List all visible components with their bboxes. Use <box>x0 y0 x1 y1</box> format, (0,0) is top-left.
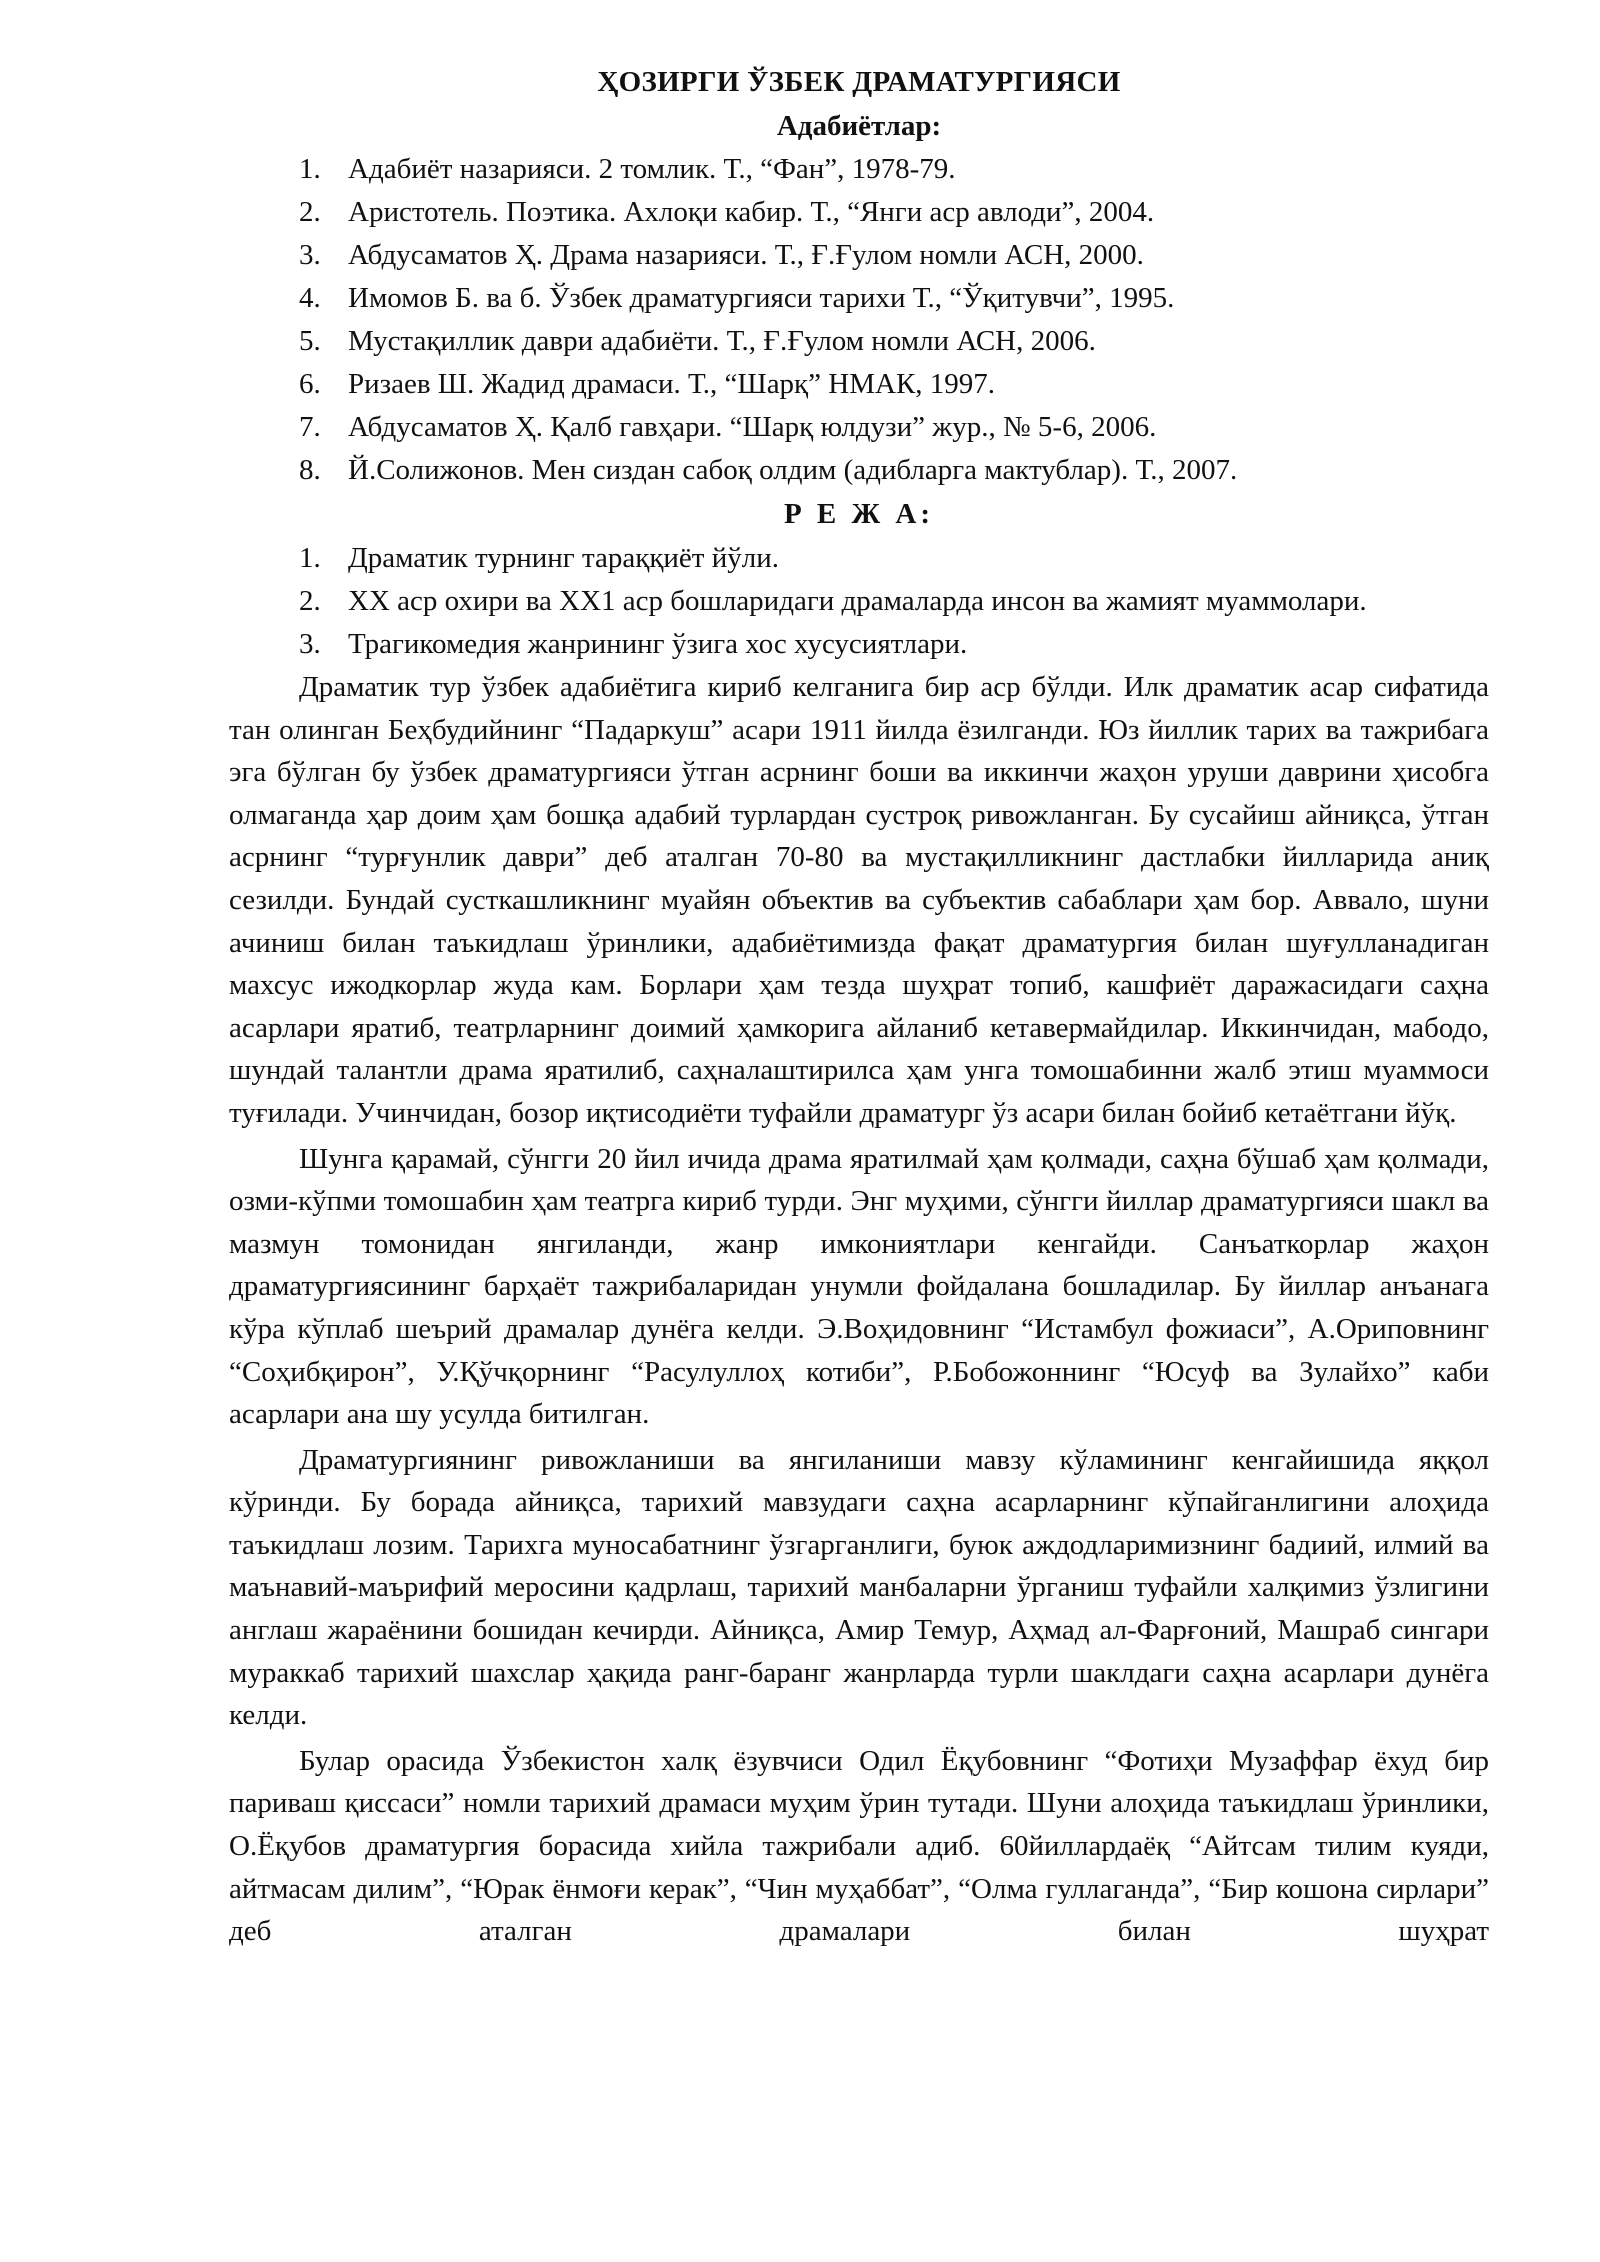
literature-item <box>229 406 1489 449</box>
body-paragraph: Шунга қарамай, сўнгги 20 йил ичида драма яратилмай ҳам қолмади, саҳна бўшаб ҳам қолмади, озми-кўпми томошабин ҳам театрга кириб турди. Энг муҳими, сўнгги йиллар драматургияси шакл ва мазмун томонидан янгиланди, жанр имкониятлари кенгайди. Санъаткорлар жаҳон драматургиясининг барҳаёт тажрибаларидан унумли фойдалана бошладилар. Бу йиллар анъанага кўра кўплаб шеърий драмалар дунёга келди. Э.Воҳидовнинг “Истамбул фожиаси”, А.Ориповнинг “Соҳибқирон”, У.Қўчқорнинг “Расулуллоҳ котиби”, Р.Бобожоннинг “Юсуф ва Зулайхо” каби асарлари ана шу усулда битилган. <box>229 1142 1489 1431</box>
list-number: 2. <box>299 585 321 617</box>
body-paragraph: Булар орасида Ўзбекистон халқ ёзувчиси Одил Ёқубовнинг “Фотиҳи Музаффар ёхуд бир париваш қиссаси” номли тарихий драмаси муҳим ўрин тутади. Шуни алоҳида таъкидлаш ўринлики, О.Ёқубов драматургия борасида хийла тажрибали адиб. 60йиллардаёқ “Айтсам тилим куяди, айтмасам дилим”, “Юрак ёнмоғи керак”, “Чин муҳаббат”, “Олма гуллаганда”, “Бир кошона сирлари” деб аталган драмалари билан шуҳрат <box>229 1744 1489 1948</box>
literature-item <box>229 277 1489 320</box>
list-number: 2. <box>299 196 321 228</box>
literature-item <box>229 148 1489 191</box>
literature-item-text: Ризаев Ш. Жадид драмаси. Т., “Шарқ” НМАК, 1997. <box>348 368 996 400</box>
body-paragraph: Драматик тур ўзбек адабиётига кириб келганига бир аср бўлди. Илк драматик асар сифатида тан олинган Беҳбудийнинг “Падаркуш” асари 1911 йилда ёзилганди. Юз йиллик тарих ва тажрибага эга бўлган бу ўзбек драматургияси ўтган асрнинг боши ва иккинчи жаҳон уруши даврини ҳисобга олмаганда ҳар доим ҳам бошқа адабий турлардан сустроқ ривожланган. Бу сусайиш айниқса, ўтган асрнинг “турғунлик даври” деб аталган 70-80 ва мустақилликнинг дастлабки йилларида аниқ сезилди. Бундай сусткашликнинг муайян объектив ва субъектив сабаблари ҳам бор. Аввало, шуни ачиниш билан таъкидлаш ўринлики, адабиётимизда фақат драматургия билан шуғулланадиган махсус ижодкорлар жуда кам. Борлари ҳам тезда шуҳрат топиб, кашфиёт даражасидаги саҳна асарлари яратиб, театрларнинг доимий ҳамкорига айланиб кетавермайдилар. Иккинчидан, мабодо, шундай талантли драма яратилиб, саҳналаштирилса ҳам унга томошабинни жалб этиш муаммоси туғилади. Учинчидан, бозор иқтисодиёти туфайли драматург ўз асари билан бойиб кетаётгани йўқ. <box>229 671 1489 1129</box>
plan-list <box>229 537 1489 666</box>
document-title: ҲОЗИРГИ ЎЗБЕК ДРАМАТУРГИЯСИ <box>597 66 1121 98</box>
literature-item-text: Абдусаматов Ҳ. Драма назарияси. Т., Ғ.Ғулом номли АСН, 2000. <box>348 239 1144 271</box>
plan-item <box>229 623 1489 666</box>
plan-item-text: ХХ аср охири ва ХХ1 аср бошларидаги драмаларда инсон ва жамият муаммолари. <box>348 585 1367 617</box>
plan-heading: Р Е Ж А: <box>783 498 935 530</box>
body-paragraph: Драматургиянинг ривожланиши ва янгиланиши мавзу кўламининг кенгайишида яққол кўринди. Бу борада айниқса, тарихий мавзудаги саҳна асарларнинг кўпайганлигини алоҳида таъкидлаш лозим. Тарихга муносабатнинг ўзгарганлиги, буюк аждодларимизнинг бадиий, илмий ва маънавий-маърифий меросини қадрлаш, тарихий манбаларни ўрганиш туфайли халқимиз ўзлигини англаш жараёнини бошидан кечирди. Айниқса, Амир Темур, Аҳмад ал-Фарғоний, Машраб сингари мураккаб тарихий шахслар ҳақида ранг-баранг жанрларда турли шаклдаги саҳна асарлари дунёга келди. <box>229 1443 1489 1732</box>
plan-item-text: Трагикомедия жанрининг ўзига хос хусусиятлари. <box>348 628 968 660</box>
literature-item-text: Абдусаматов Ҳ. Қалб гавҳари. “Шарқ юлдузи” жур., № 5-6, 2006. <box>348 411 1157 443</box>
plan-item <box>229 580 1489 623</box>
list-number: 3. <box>299 239 321 271</box>
plan-item-text: Драматик турнинг тараққиёт йўли. <box>348 542 779 574</box>
literature-item <box>229 234 1489 277</box>
list-number: 8. <box>299 454 321 486</box>
literature-item-text: Мустақиллик даври адабиёти. Т., Ғ.Ғулом номли АСН, 2006. <box>348 325 1096 357</box>
literature-item <box>229 191 1489 234</box>
list-number: 5. <box>299 325 321 357</box>
literature-item-text: Адабиёт назарияси. 2 томлик. Т., “Фан”, 1978-79. <box>348 153 956 185</box>
plan-item <box>229 537 1489 580</box>
list-number: 4. <box>299 282 321 314</box>
literature-heading: Адабиётлар: <box>776 110 942 142</box>
list-number: 6. <box>299 368 321 400</box>
list-number: 7. <box>299 411 321 443</box>
literature-list <box>229 148 1489 492</box>
list-number: 1. <box>299 153 321 185</box>
document-body <box>229 62 1489 1956</box>
literature-item-text: Й.Солижонов. Мен сиздан сабоқ олдим (адибларга мактублар). Т., 2007. <box>348 454 1238 486</box>
literature-item-text: Имомов Б. ва б. Ўзбек драматургияси тарихи Т., “Ўқитувчи”, 1995. <box>348 282 1175 314</box>
literature-item <box>229 320 1489 363</box>
literature-item <box>229 363 1489 406</box>
literature-item <box>229 449 1489 492</box>
literature-item-text: Аристотель. Поэтика. Ахлоқи кабир. Т., “Янги аср авлоди”, 2004. <box>348 196 1155 228</box>
list-number: 3. <box>299 628 321 660</box>
list-number: 1. <box>299 542 321 574</box>
